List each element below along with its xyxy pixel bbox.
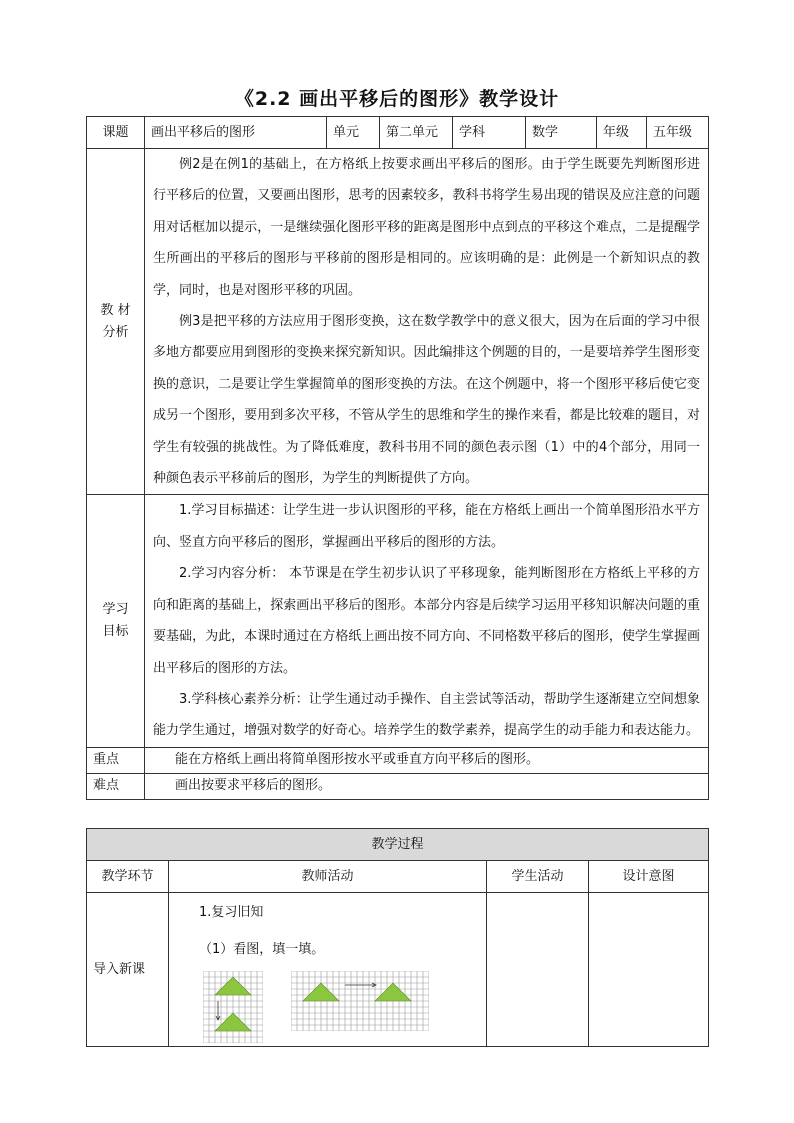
unit-value: 第二单元 (380, 117, 453, 149)
document-title: 《2.2 画出平移后的图形》教学设计 (234, 88, 560, 110)
process-header-row (87, 861, 709, 893)
vertical-translation-figure (203, 971, 263, 1043)
analysis-paragraph: 例2是在例1的基础上，在方格纸上按要求画出平移后的图形。由于学生既要先判断图形进行平移后的位置，又要画出图形，思考的因素较多，教科书将学生易出现的错误及应注意的问题用对话框加以提示，一是继续强化图形平移的距离是图形中点到点的平移这个难点，二是提醒学生所画出的平移后的图形与平移前的图形是相同的。应该明确的是：此例是一个新知识点的教学，同时，也是对图形平移的巩固。 (153, 157, 700, 298)
key-point-row (87, 747, 709, 773)
goals-paragraph: 3.学科核心素养分析：让学生通过动手操作、自主尝试等活动，帮助学生逐渐建立空间想象能力学生通过，增强对数学的好奇心。培养学生的数学素养，提高学生的动手能力和表达能力。 (153, 691, 700, 739)
header-stage: 教学环节 (87, 861, 169, 893)
header-student: 学生活动 (487, 861, 589, 893)
analysis-row (87, 149, 709, 495)
goals-paragraph: 1.学习目标描述：让学生进一步认识图形的平移，能在方格纸上画出一个简单图形沿水平方向、竖直方向平移后的图形，掌握画出平移后的图形的方法。 (153, 503, 700, 550)
info-row (87, 117, 709, 149)
original-triangle (215, 977, 251, 995)
goals-row (87, 495, 709, 747)
grade-value: 五年级 (647, 117, 709, 149)
student-activity (487, 893, 589, 1047)
goals-paragraph: 2.学习内容分析： 本节课是在学生初步认识了平移现象，能判断图形在方格纸上平移的方向和距离的基础上，探索画出平移后的图形。本部分内容是后续学习运用平移知识解决问题的重要基础，为此，本课时通过在方格纸上画出按不同方向、不同格数平移后的图形，使学生掌握画出平移后的图形的方法。 (153, 566, 700, 676)
grade-label: 年级 (597, 117, 647, 149)
process-title: 教学过程 (87, 829, 709, 861)
difficulty-text: 画出按要求平移后的图形。 (145, 773, 709, 799)
analysis-paragraph: 例3是把平移的方法应用于图形变换，这在数学教学中的意义很大，因为在后面的学习中很多地方都要应用到图形的变换来探究新知识。因此编排这个例题的目的，一是要培养学生图形变换的意识，二是要让学生掌握简单的图形变换的方法。在这个例题中，将一个图形平移后使它变成另一个图形，要用到多次平移，不管从学生的思维和学生的操作来看，都是比较难的题目，对学生有较强的挑战性。为了降低难度，教科书用不同的颜色表示图（1）中的4个部分，用同一种颜色表示平移前后的图形，为学生的判断提供了方向。 (153, 314, 700, 487)
difficulty-label: 难点 (87, 773, 145, 799)
header-intent: 设计意图 (589, 861, 709, 893)
translated-triangle (215, 1013, 251, 1031)
teacher-activity (169, 893, 487, 1047)
process-intro-row (87, 893, 709, 1047)
key-point-text: 能在方格纸上画出将简单图形按水平或垂直方向平移后的图形。 (145, 747, 709, 773)
process-table (86, 828, 709, 1047)
analysis-label (87, 149, 145, 495)
process-title-row (87, 829, 709, 861)
step-review: 1.复习旧知 (199, 904, 264, 920)
grid-figures (203, 971, 480, 1043)
subject-label: 学科 (453, 117, 526, 149)
key-point-label: 重点 (87, 747, 145, 773)
translated-triangle (375, 983, 411, 1001)
goals-label-text: 学习 目标 (102, 602, 129, 640)
horizontal-translation-figure (291, 971, 429, 1031)
step-review-sub: （1）看图，填一填。 (199, 941, 325, 957)
goals-label (87, 495, 145, 747)
analysis-label-text: 教 材 分析 (100, 302, 131, 340)
lesson-plan-table (86, 116, 709, 800)
difficulty-row (87, 773, 709, 799)
subject-value: 数学 (526, 117, 597, 149)
original-triangle (303, 983, 339, 1001)
unit-label: 单元 (327, 117, 380, 149)
design-intent (589, 893, 709, 1047)
stage-name: 导入新课 (87, 893, 169, 1047)
goals-content (145, 495, 709, 747)
topic-label: 课题 (87, 117, 145, 149)
analysis-content (145, 149, 709, 495)
topic-value: 画出平移后的图形 (145, 117, 327, 149)
header-teacher: 教师活动 (169, 861, 487, 893)
